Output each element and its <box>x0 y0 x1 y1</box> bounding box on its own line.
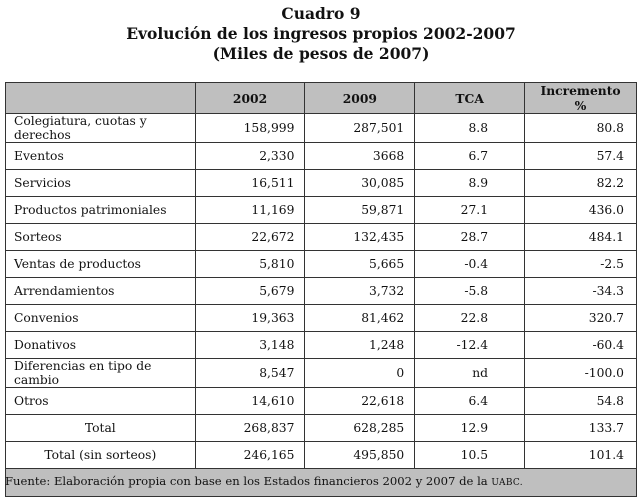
row-value: 10.5 <box>415 442 525 469</box>
table-row <box>6 143 637 170</box>
row-label: Total (sin sorteos) <box>6 442 196 469</box>
row-value: 16,511 <box>195 170 305 197</box>
row-value: 6.7 <box>415 143 525 170</box>
row-value: 101.4 <box>525 442 637 469</box>
row-label: Productos patrimoniales <box>6 197 196 224</box>
row-value: 28.7 <box>415 224 525 251</box>
table-row <box>6 415 637 442</box>
table-body <box>6 114 637 469</box>
table-row <box>6 251 637 278</box>
header-tca: TCA <box>415 83 525 114</box>
row-value: nd <box>415 359 525 388</box>
row-value: 2,330 <box>195 143 305 170</box>
table-header-row <box>6 83 637 114</box>
row-value: 5,679 <box>195 278 305 305</box>
table-row <box>6 224 637 251</box>
header-2009: 2009 <box>305 83 415 114</box>
row-value: 59,871 <box>305 197 415 224</box>
row-label: Diferencias en tipo de cambio <box>6 359 196 388</box>
row-label: Ventas de productos <box>6 251 196 278</box>
row-label: Colegiatura, cuotas y derechos <box>6 114 196 143</box>
row-value: -34.3 <box>525 278 637 305</box>
row-value: 81,462 <box>305 305 415 332</box>
row-value: 6.4 <box>415 388 525 415</box>
row-label: Sorteos <box>6 224 196 251</box>
row-value: -0.4 <box>415 251 525 278</box>
row-value: 287,501 <box>305 114 415 143</box>
header-concept <box>6 83 196 114</box>
table-row <box>6 197 637 224</box>
income-table <box>5 82 637 497</box>
row-value: -100.0 <box>525 359 637 388</box>
table-row <box>6 278 637 305</box>
row-value: 22,672 <box>195 224 305 251</box>
row-value: 8,547 <box>195 359 305 388</box>
table-caption <box>0 4 642 64</box>
row-value: 82.2 <box>525 170 637 197</box>
row-label: Arrendamientos <box>6 278 196 305</box>
row-value: 628,285 <box>305 415 415 442</box>
row-value: 80.8 <box>525 114 637 143</box>
row-value: 495,850 <box>305 442 415 469</box>
row-value: 268,837 <box>195 415 305 442</box>
row-value: 484.1 <box>525 224 637 251</box>
row-value: 133.7 <box>525 415 637 442</box>
row-label: Servicios <box>6 170 196 197</box>
row-label: Otros <box>6 388 196 415</box>
row-value: 22,618 <box>305 388 415 415</box>
table-row <box>6 114 637 143</box>
row-value: 57.4 <box>525 143 637 170</box>
source-note <box>5 474 523 488</box>
row-value: 14,610 <box>195 388 305 415</box>
row-value: 246,165 <box>195 442 305 469</box>
row-value: -5.8 <box>415 278 525 305</box>
row-value: 8.9 <box>415 170 525 197</box>
table-row <box>6 388 637 415</box>
row-value: 27.1 <box>415 197 525 224</box>
row-value: 3,148 <box>195 332 305 359</box>
row-value: 320.7 <box>525 305 637 332</box>
caption-units: (Miles de pesos de 2007) <box>212 44 430 63</box>
table-row <box>6 332 637 359</box>
row-value: 22.8 <box>415 305 525 332</box>
row-value: 1,248 <box>305 332 415 359</box>
table-row <box>6 170 637 197</box>
row-value: 12.9 <box>415 415 525 442</box>
row-label: Eventos <box>6 143 196 170</box>
table-row <box>6 305 637 332</box>
row-value: 11,169 <box>195 197 305 224</box>
row-value: 436.0 <box>525 197 637 224</box>
header-increment: Incremento % <box>525 83 637 114</box>
row-value: -2.5 <box>525 251 637 278</box>
caption-title: Evolución de los ingresos propios 2002-2007 <box>126 24 516 43</box>
row-value: 158,999 <box>195 114 305 143</box>
row-value: 3668 <box>305 143 415 170</box>
table-row <box>6 442 637 469</box>
row-value: 5,665 <box>305 251 415 278</box>
row-value: 19,363 <box>195 305 305 332</box>
row-label: Convenios <box>6 305 196 332</box>
row-value: 5,810 <box>195 251 305 278</box>
row-value: 30,085 <box>305 170 415 197</box>
caption-number: Cuadro 9 <box>281 4 361 23</box>
source-abbr: UABC. <box>491 478 523 488</box>
table-row <box>6 359 637 388</box>
row-value: 8.8 <box>415 114 525 143</box>
row-value: 132,435 <box>305 224 415 251</box>
row-value: 3,732 <box>305 278 415 305</box>
header-2002: 2002 <box>195 83 305 114</box>
row-value: 54.8 <box>525 388 637 415</box>
row-value: -60.4 <box>525 332 637 359</box>
row-label: Donativos <box>6 332 196 359</box>
row-label: Total <box>6 415 196 442</box>
source-text: Fuente: Elaboración propia con base en los Estados financieros 2002 y 2007 de la <box>5 474 492 488</box>
row-value: -12.4 <box>415 332 525 359</box>
row-value: 0 <box>305 359 415 388</box>
